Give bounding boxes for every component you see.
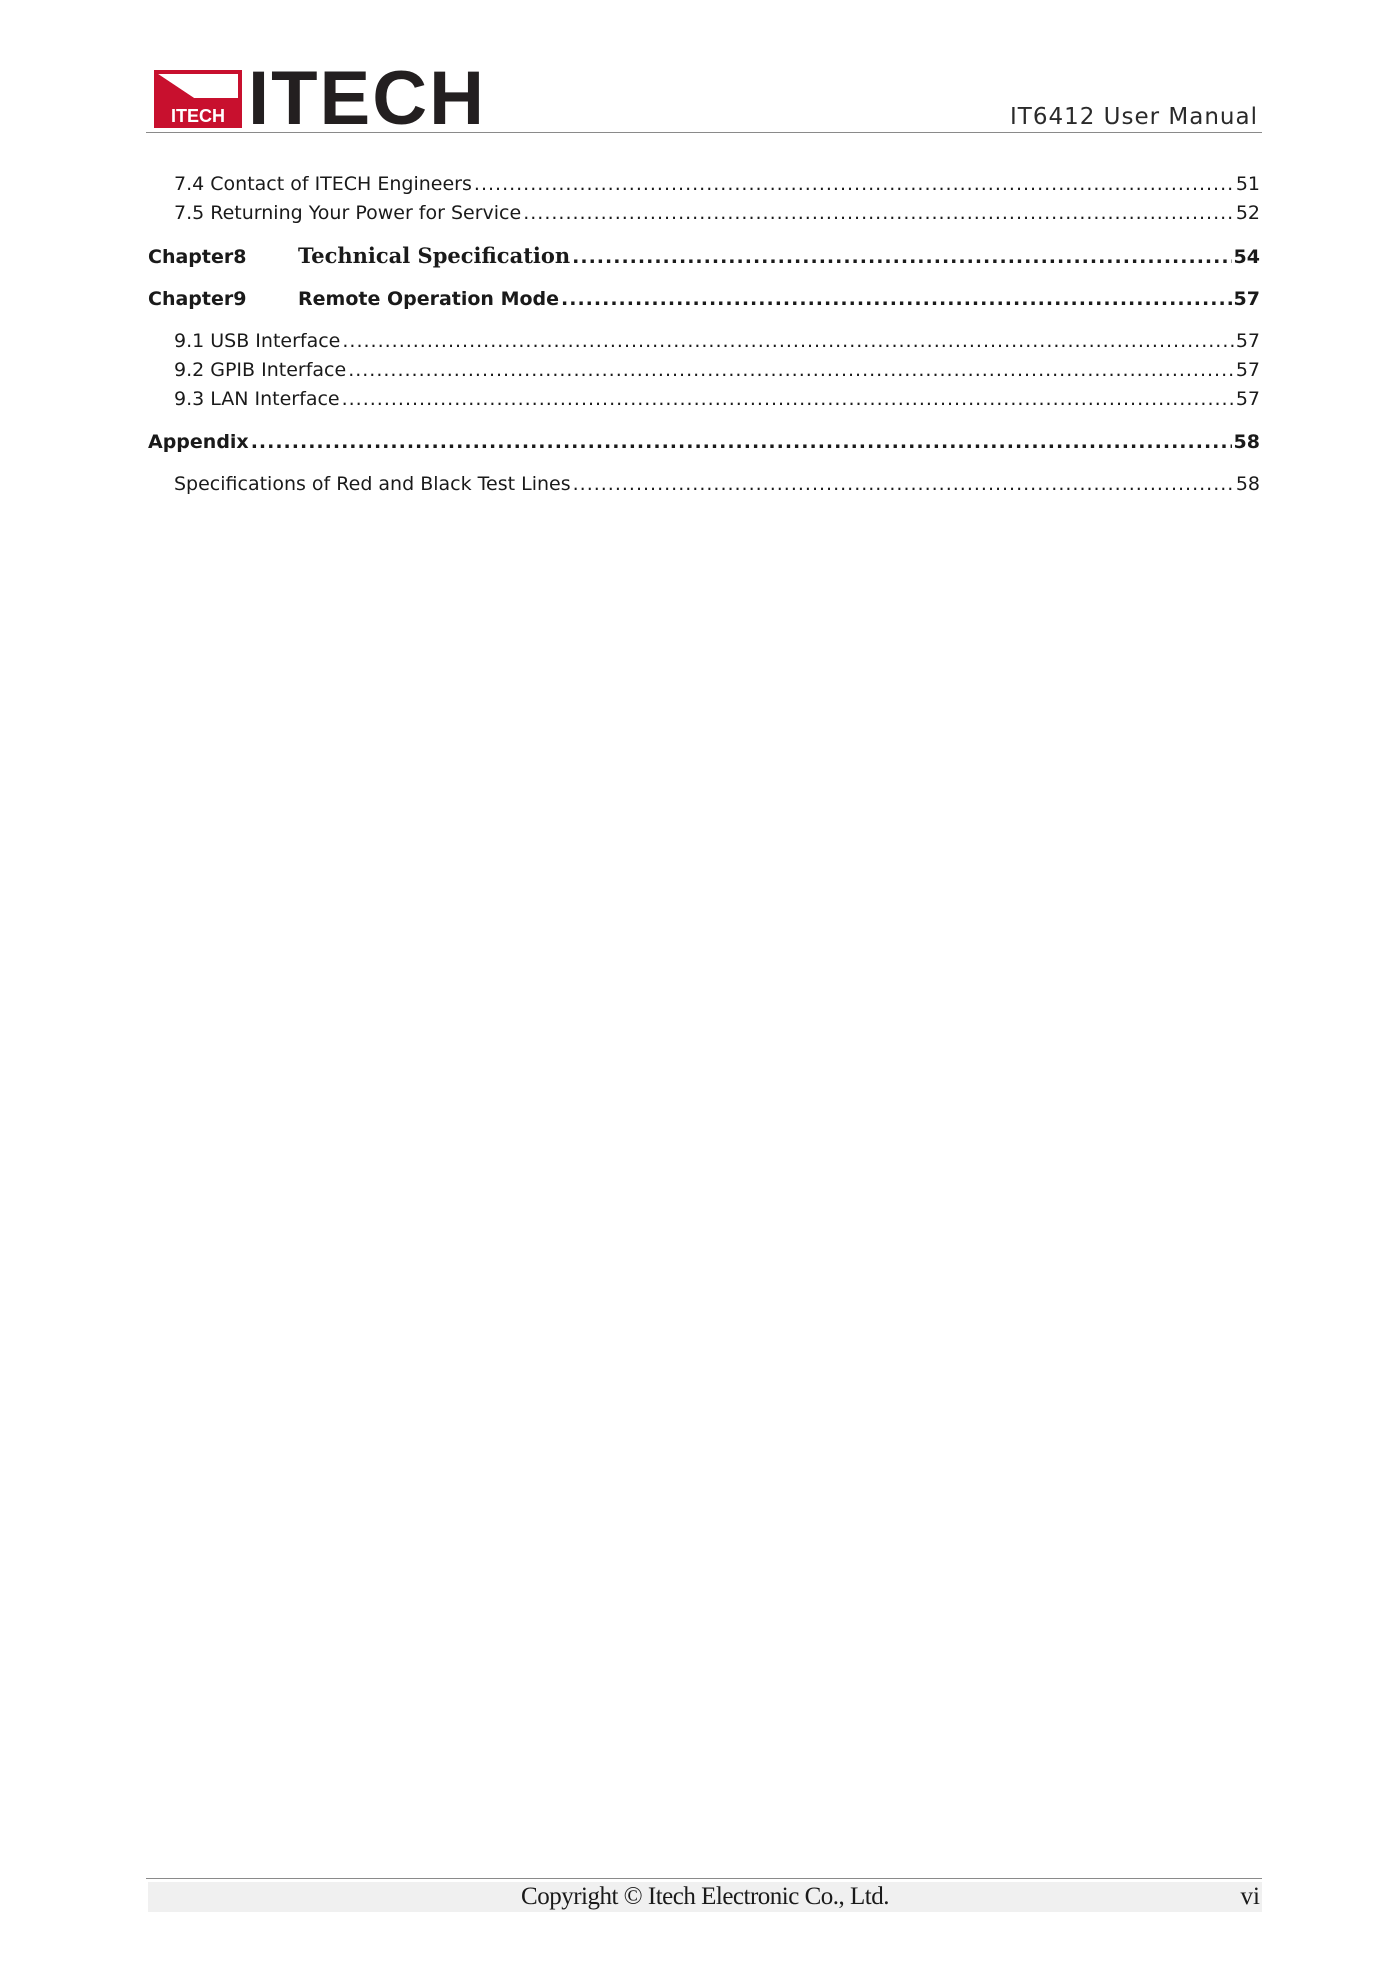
copyright-text: Copyright © Itech Electronic Co., Ltd. (521, 1883, 889, 1910)
toc-entry-label: 9.3 LAN Interface (174, 388, 340, 410)
toc-chapter-number: Chapter9 (148, 288, 247, 310)
toc-entry-9-3[interactable] (148, 385, 1260, 414)
toc-entry-7-5[interactable] (148, 199, 1260, 228)
toc-entry-chapter-9[interactable] (148, 284, 1260, 314)
toc-entry-label: Specifications of Red and Black Test Lines (174, 473, 571, 495)
toc-entry-label: 7.4 Contact of ITECH Engineers (174, 173, 472, 195)
toc-entry-appendix[interactable] (148, 427, 1260, 457)
toc-leader-dots (348, 356, 1234, 385)
toc-entry-page: 58 (1235, 473, 1260, 495)
toc-entry-page: 57 (1235, 388, 1260, 410)
toc-entry-9-1[interactable] (148, 327, 1260, 356)
toc-entry-page: 58 (1233, 431, 1260, 453)
toc-leader-dots (342, 385, 1234, 414)
toc-leader-dots (573, 470, 1234, 499)
itech-logo-mark (154, 70, 242, 128)
toc-entry-page: 57 (1235, 330, 1260, 352)
toc-leader-dots (342, 327, 1233, 356)
toc-leader-dots (523, 199, 1234, 228)
toc-entry-label: Remote Operation Mode (298, 288, 560, 310)
manual-title: IT6412 User Manual (1010, 104, 1258, 130)
toc-leader-dots (561, 284, 1232, 314)
itech-logo (154, 56, 486, 141)
toc-entry-label: 9.2 GPIB Interface (174, 359, 347, 381)
toc-entry-9-2[interactable] (148, 356, 1260, 385)
toc-entry-test-lines[interactable] (148, 470, 1260, 499)
toc-entry-page: 51 (1235, 173, 1260, 195)
page-header (146, 56, 1262, 141)
toc-entry-label: Appendix (148, 431, 249, 453)
table-of-contents (148, 170, 1260, 499)
toc-entry-7-4[interactable] (148, 170, 1260, 199)
toc-entry-page: 57 (1235, 359, 1260, 381)
page-number: vi (1240, 1883, 1260, 1910)
footer-divider (146, 1878, 1262, 1879)
toc-entry-page: 57 (1233, 288, 1260, 310)
toc-entry-page: 54 (1233, 246, 1260, 268)
logo-mark-text: ITECH (171, 106, 225, 126)
toc-entry-label: 9.1 USB Interface (174, 330, 341, 352)
toc-chapter-number: Chapter8 (148, 246, 247, 268)
toc-entry-label: Technical Specification (298, 243, 571, 268)
toc-leader-dots (572, 242, 1231, 271)
toc-entry-page: 52 (1235, 202, 1260, 224)
toc-leader-dots (251, 427, 1232, 457)
toc-entry-label: 7.5 Returning Your Power for Service (174, 202, 522, 224)
toc-leader-dots (474, 170, 1234, 199)
toc-entry-chapter-8[interactable] (148, 241, 1260, 271)
page-footer (148, 1882, 1262, 1912)
logo-wordmark: ITECH (248, 56, 486, 141)
